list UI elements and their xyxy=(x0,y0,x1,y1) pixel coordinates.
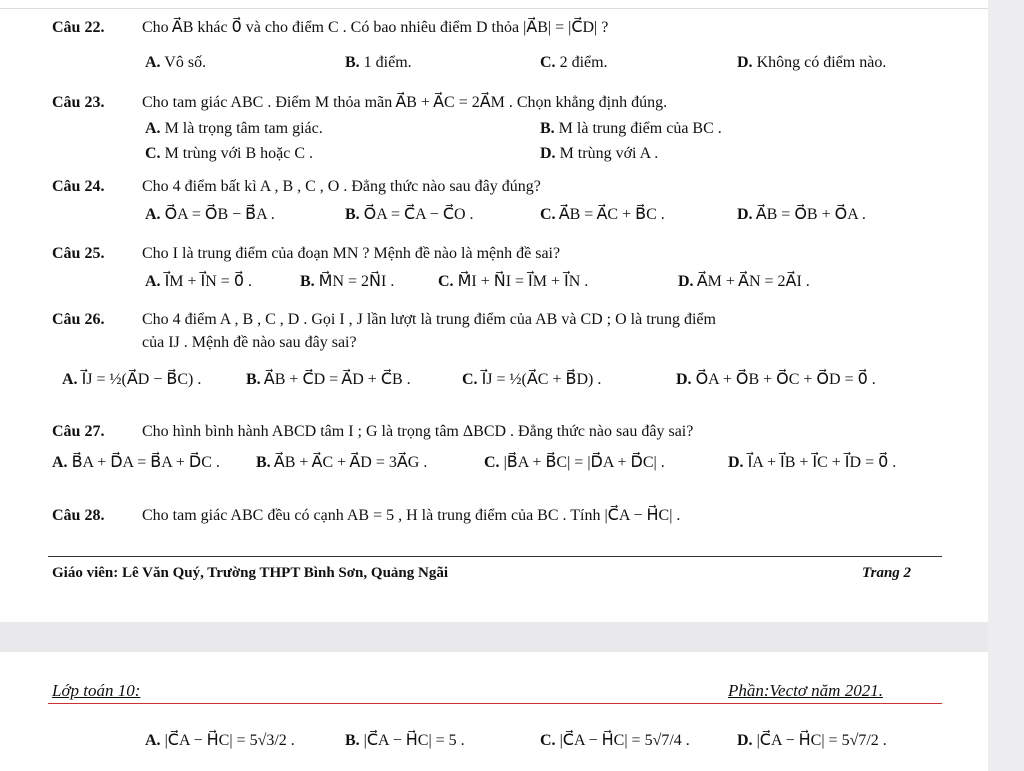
answer-option: B. A⃗B + A⃗C + A⃗D = 3A⃗G . xyxy=(256,454,428,471)
answer-option: A. I⃗J = ½(A⃗D − B⃗C) . xyxy=(62,371,202,388)
answer-option: B. 1 điểm. xyxy=(345,54,412,71)
footer-teacher: Giáo viên: Lê Văn Quý, Trường THPT Bình Sơn, Quảng Ngãi xyxy=(52,565,448,581)
answer-option: B. O⃗A = C⃗A − C⃗O . xyxy=(345,206,474,223)
footer-rule xyxy=(48,556,942,557)
question-stem: Cho A⃗B khác 0⃗ và cho điểm C . Có bao nhiêu điểm D thỏa |A⃗B| = |C⃗D| ? xyxy=(142,19,609,36)
answer-option: A. B⃗A + D⃗A = B⃗A + D⃗C . xyxy=(52,454,220,471)
answer-option: C. |B⃗A + B⃗C| = |D⃗A + D⃗C| . xyxy=(484,454,665,471)
question-stem: Cho tam giác ABC . Điểm M thỏa mãn A⃗B + A⃗C = 2A⃗M . Chọn khẳng định đúng. xyxy=(142,94,668,111)
answer-option: A. M là trọng tâm tam giác. xyxy=(145,120,323,137)
question-stem: Cho tam giác ABC đều có cạnh AB = 5 , H là trung điểm của BC . Tính |C⃗A − H⃗C| . xyxy=(142,507,681,524)
question-number: Câu 25. xyxy=(52,245,105,262)
answer-option: A. Vô số. xyxy=(145,54,207,71)
question-number: Câu 27. xyxy=(52,423,105,440)
question-stem: Cho 4 điểm A , B , C , D . Gọi I , J lần lượt là trung điểm của AB và CD ; O là trung điểm xyxy=(142,311,716,328)
answer-option: A. I⃗M + I⃗N = 0⃗ . xyxy=(145,273,253,290)
question-stem: Cho I là trung điểm của đoạn MN ? Mệnh đề nào là mệnh đề sai? xyxy=(142,245,561,262)
answer-option: A. O⃗A = O⃗B − B⃗A . xyxy=(145,206,275,223)
question-number: Câu 24. xyxy=(52,178,105,195)
question-number: Câu 22. xyxy=(52,19,105,36)
answer-option: D. A⃗M + A⃗N = 2A⃗I . xyxy=(678,273,810,290)
answer-option: C. M⃗I + N⃗I = I⃗M + I⃗N . xyxy=(438,273,589,290)
question-number: Câu 28. xyxy=(52,507,105,524)
answer-option: B. A⃗B + C⃗D = A⃗D + C⃗B . xyxy=(246,371,411,388)
answer-option: B. M là trung điểm của BC . xyxy=(540,120,722,137)
answer-option: C. I⃗J = ½(A⃗C + B⃗D) . xyxy=(462,371,602,388)
answer-option: C. M trùng với B hoặc C . xyxy=(145,145,314,162)
answer-option: C. A⃗B = A⃗C + B⃗C . xyxy=(540,206,665,223)
answer-option: D. Không có điểm nào. xyxy=(737,54,887,71)
question-stem: Cho hình bình hành ABCD tâm I ; G là trọng tâm ΔBCD . Đẳng thức nào sau đây sai? xyxy=(142,423,694,440)
header-rule xyxy=(48,703,942,704)
answer-option: D. O⃗A + O⃗B + O⃗C + O⃗D = 0⃗ . xyxy=(676,371,876,388)
answer-option: D. |C⃗A − H⃗C| = 5√7/2 . xyxy=(737,732,887,749)
answer-option: A. |C⃗A − H⃗C| = 5√3/2 . xyxy=(145,732,295,749)
document-page xyxy=(0,652,988,771)
question-number: Câu 26. xyxy=(52,311,105,328)
question-number: Câu 23. xyxy=(52,94,105,111)
question-stem-continued: của IJ . Mệnh đề nào sau đây sai? xyxy=(142,334,357,351)
answer-option: B. |C⃗A − H⃗C| = 5 . xyxy=(345,732,465,749)
answer-option: C. |C⃗A − H⃗C| = 5√7/4 . xyxy=(540,732,690,749)
header-class: Lớp toán 10: xyxy=(52,681,141,700)
scrollbar[interactable] xyxy=(988,0,1024,771)
answer-option: D. M trùng với A . xyxy=(540,145,659,162)
question-stem: Cho 4 điểm bất kì A , B , C , O . Đẳng thức nào sau đây đúng? xyxy=(142,178,541,195)
answer-option: D. A⃗B = O⃗B + O⃗A . xyxy=(737,206,866,223)
header-chapter: Phần:Vectơ năm 2021. xyxy=(728,681,883,700)
page-number: Trang 2 xyxy=(862,565,912,581)
page-divider xyxy=(0,8,988,9)
answer-option: D. I⃗A + I⃗B + I⃗C + I⃗D = 0⃗ . xyxy=(728,454,897,471)
answer-option: C. 2 điểm. xyxy=(540,54,608,71)
answer-option: B. M⃗N = 2N⃗I . xyxy=(300,273,395,290)
